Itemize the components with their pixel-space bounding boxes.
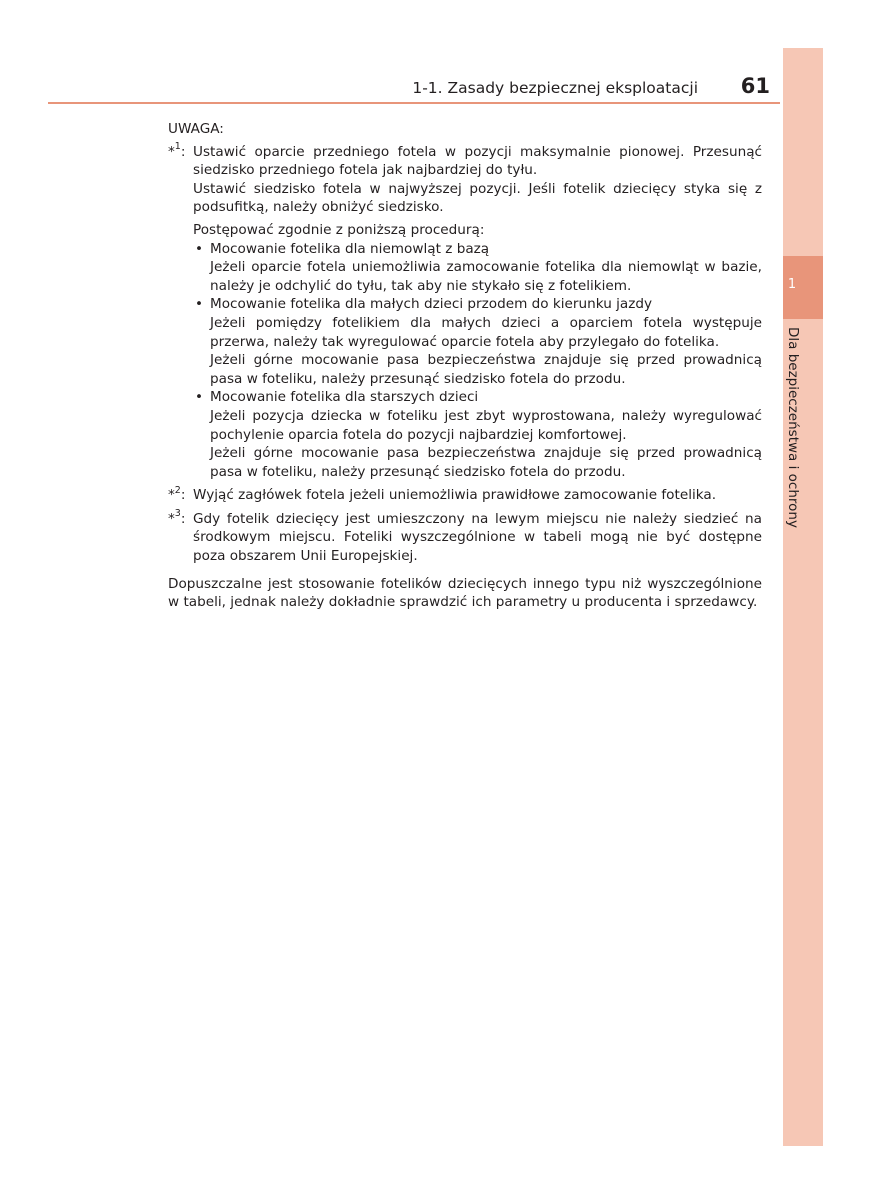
bullet-icon: • [195,389,204,406]
bullet-text: Jeżeli górne mocowanie pasa bezpieczeństwa znajduje się przed prowadnicą pasa w foteliku, należy przesunąć siedzisko fotela do przodu. [210,445,762,480]
footnote-1-para-1: Ustawić oparcie przedniego fotela w pozycji maksymalnie pionowej. Przesunąć siedzisko przedniego fotela jak najbardziej do tyłu. [193,143,762,179]
footnote-2 [168,486,762,505]
bullet-icon: • [195,296,204,313]
footnote-marker: *$^1$: [168,141,186,160]
warning-heading: UWAGA: [168,121,224,137]
bullet-item [193,295,762,388]
procedure-intro: Postępować zgodnie z poniższą procedurą: [193,221,485,238]
bullet-text: Jeżeli górne mocowanie pasa bezpieczeństwa znajduje się przed prowadnicą pasa w foteliku, należy przesunąć siedzisko fotela do przodu. [210,352,762,387]
bullet-text: Jeżeli oparcie fotela uniemożliwia zamocowanie fotelika dla niemowląt w bazie, należy je odchylić do tyłu, tak aby nie stykało się z fotelikiem. [210,259,762,294]
footnote-3 [168,510,762,566]
header-rule [48,102,780,104]
footnote-2-text: Wyjąć zagłówek fotela jeżeli uniemożliwia prawidłowe zamocowanie fotelika. [193,487,717,504]
side-band [783,48,823,1146]
bullet-icon: • [195,240,204,257]
footnote-marker: *$^2$: [168,484,186,504]
bullet-text: Jeżeli pomiędzy fotelikiem dla małych dzieci a oparciem fotela występuje przerwa, należy tak wyregulować oparcie fotela aby przylegało do fotelika. [210,314,762,350]
chapter-label: Dla bezpieczeństwa i ochrony [785,327,801,528]
bullet-title: Mocowanie fotelika dla małych dzieci przodem do kierunku jazdy [210,296,653,313]
footnote-1-para-2: Ustawić siedzisko fotela w najwyższej pozycji. Jeśli fotelik dziecięcy styka się z podsufitką, należy obniżyć siedzisko. [193,180,762,216]
footnote-1 [168,143,762,482]
bullet-title: Mocowanie fotelika dla niemowląt z bazą [210,240,490,257]
chapter-number: 1 [787,277,797,292]
bullet-item [193,240,762,296]
bullet-item [193,388,762,481]
bullet-text: Jeżeli pozycja dziecka w foteliku jest zbyt wyprostowana, należy wyregulować pochylenie oparcia fotela do pozycji najbardziej komfortowej. [210,407,762,443]
page-number: 61 [740,74,770,98]
footnote-marker: *$^3$: [168,508,186,527]
page-content [168,120,762,612]
closing-paragraph: Dopuszczalne jest stosowanie fotelików dziecięcych innego typu niż wyszczególnione w tabeli, jednak należy dokładnie sprawdzić ich parametry u producenta i sprzedawcy. [168,575,762,611]
section-title: 1-1. Zasady bezpiecznej eksploatacji [412,79,698,97]
footnote-3-text: Gdy fotelik dziecięcy jest umieszczony na lewym miejscu nie należy siedzieć na środkowym miejscu. Foteliki wyszczególnione w tabeli mogą nie być dostępne poza obszarem Unii Europejskiej. [193,510,762,565]
bullet-title: Mocowanie fotelika dla starszych dzieci [210,389,479,406]
